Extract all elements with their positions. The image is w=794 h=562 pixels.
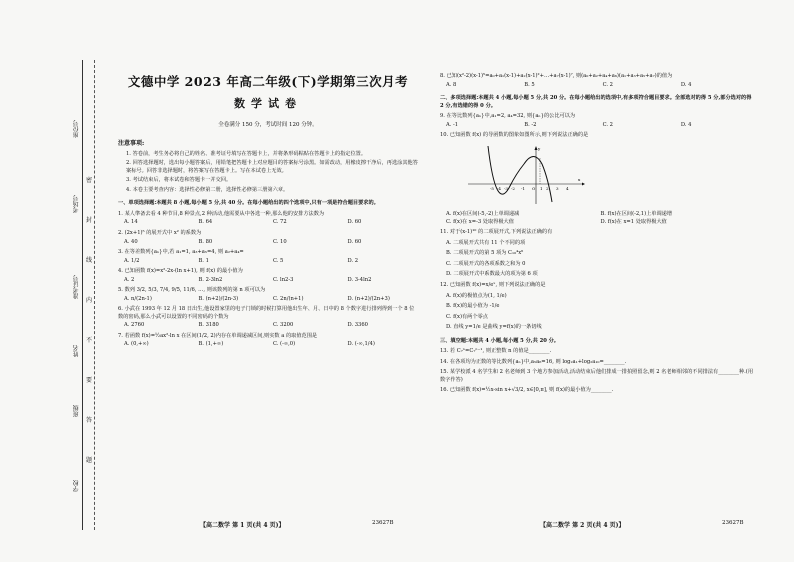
seat-number-label: 座位号	[73, 120, 80, 138]
option: D. 3-4ln2	[347, 276, 372, 283]
option: C. 二项展开式的各项系数之和为 0	[446, 260, 526, 267]
question-7	[118, 333, 418, 349]
seal-char: 密	[86, 177, 93, 184]
exam-title: 文德中学 2023 年高二年级(下)学期第三次月考	[127, 74, 409, 89]
ticket-number-label: 准考证号	[73, 275, 80, 299]
section-heading: 三、填空题:本题共 4 小题,每小题 5 分,共 20 分。	[440, 337, 559, 344]
tick-label: -2	[511, 185, 515, 191]
question-stem: 3. 在等差数列{aₙ}中,若 a₁=1, a₃+a₅=4, 则 a₂+a₄=	[118, 249, 244, 256]
option: A. 8	[446, 81, 457, 88]
option: D. 3360	[347, 322, 368, 329]
question-4	[118, 268, 418, 284]
question-stem: 11. 对于(x-1)¹⁰ 的二项展开式,下列说法正确的有	[440, 229, 553, 236]
option: D. 60	[347, 238, 362, 245]
question-3	[118, 249, 418, 265]
notice-item: 3. 考试结束后，将本试卷和答题卡一并交回。	[126, 177, 232, 184]
option: A. f(x)的极值点为(1, 1/e)	[446, 292, 507, 299]
option: A. 40	[124, 238, 138, 245]
seal-char: 内	[86, 297, 93, 304]
option: C. 2	[602, 81, 613, 88]
school-label: 学校	[73, 480, 80, 492]
question-10	[440, 132, 755, 226]
option: D. 4	[680, 121, 692, 128]
question-stem: 6. 小武在 1993 年 12 月 18 日出生,他设置家里的电子门锁的时候打算用他出生年、月、日中的 8 个数字进行排列得到一个 8 位数的密码,那么小武可以设置的不同密码的个数为	[118, 306, 415, 320]
derivative-curve	[488, 146, 552, 202]
option: A. 1/2	[124, 257, 140, 264]
notice-item: 1. 答卷前，考生务必将自己的姓名、准考证号填写在答题卡上，并将条形码粘贴在答题卡上的指定位置。	[126, 150, 367, 157]
x-axis-label: x	[578, 176, 581, 182]
option: B. 64	[198, 219, 213, 226]
tick-label: -5	[490, 185, 494, 191]
binding-line	[82, 60, 83, 530]
footer-page-right: 【高二数学 第 2 页(共 4 页)】	[540, 522, 625, 529]
left-column	[118, 70, 418, 352]
option: C. 72	[272, 219, 287, 226]
question-8	[440, 73, 755, 89]
option: B. 3180	[198, 322, 219, 329]
option: A. 2760	[124, 322, 145, 329]
footer-code-right: 23627B	[722, 520, 744, 526]
footer-code-left: 23627B	[372, 520, 394, 526]
class-label: 班级	[73, 405, 80, 417]
score-info: 全卷满分 150 分，考试时间 120 分钟。	[218, 122, 318, 129]
option: C. f(x)在 x=-3 处取得极大值	[446, 218, 514, 225]
option: C. f(x)有两个零点	[446, 313, 488, 320]
option: B. 80	[198, 238, 213, 245]
option: B. 1	[198, 257, 209, 264]
option: B. -2	[524, 121, 537, 128]
option: B. f(x)在区间(-2,1)上单调递增	[600, 211, 673, 218]
exam-subtitle: 数学试卷	[234, 97, 302, 111]
option: C. 3200	[272, 322, 294, 329]
option: A. 二项展开式共有 11 个不同的项	[446, 239, 526, 246]
question-stem: 2. (2x+1)⁵ 的展开式中 x² 的系数为	[118, 229, 202, 236]
tick-label: O	[532, 185, 536, 191]
option: C. ln2-3	[272, 276, 294, 283]
option: D. (-∞,1/4)	[347, 341, 375, 348]
question-stem: 12. 已知函数 f(x)=x/eˣ, 则下列说法正确的是	[440, 281, 546, 288]
question-1	[118, 211, 418, 227]
option: B. 2-3ln2	[198, 276, 223, 283]
footer-page-left: 【高二数学 第 1 页(共 4 页)】	[200, 522, 285, 529]
question-11	[440, 229, 755, 279]
seal-char: 要	[86, 377, 93, 384]
option: A. 14	[124, 219, 138, 226]
question-5	[118, 287, 418, 303]
option: D. 直线 y=1/e 是曲线 y=f(x)的一条切线	[446, 324, 542, 331]
section-heading: 二、多项选择题:本题共 4 小题,每小题 5 分,共 20 分。在每小题给出的选项中,有多项符合题目要求。全部选对的得 5 分,部分选对的得 2 分,有选错的得 0 分。	[440, 95, 752, 109]
notice-title: 注意事项:	[118, 140, 145, 148]
fill-question: 13. 若 C₇ⁿ=C₇ⁿ⁻¹, 则正整数 n 的值是________.	[440, 348, 552, 355]
tick-label: -1	[521, 185, 525, 191]
question-stem: 1. 某人準备去看 4 种节目,8 种景点,2 种活动,他需要从中各选一种,那么他的安排方法数为	[118, 210, 325, 217]
option: D. 60	[347, 219, 362, 226]
question-stem: 10. 已知函数 f(x) 的导函数的图象如图所示,则下列说法正确的是	[440, 132, 589, 139]
option: D. f(x)在 x=1 处取得极大值	[600, 218, 667, 225]
tick-label: 4	[566, 185, 569, 191]
fill-question: 15. 某学校派 4 名学生和 2 名老师到 3 个地方参加活动,活动结束后他们排成一排拍照留念,则 2 名老师相邻的不同排法有________种.(用数字作答)	[440, 369, 754, 383]
tick-label: -3	[504, 185, 508, 191]
option: C. 5	[272, 257, 284, 264]
option: B. 5	[524, 81, 535, 88]
question-stem: 5. 数列 3/2, 5/3, 7/4, 9/5, 11/6, …, 则该数列的第 n 项可以为	[118, 287, 266, 294]
seal-char: 线	[86, 257, 93, 264]
option: A. 2	[124, 276, 135, 283]
seal-char: 题	[86, 457, 93, 464]
option: C. 2n/(n+1)	[272, 295, 304, 302]
question-stem: 4. 已知函数 f(x)=x²-2x-(ln x+1), 则 f(x) 的最小值为	[118, 268, 243, 275]
question-12	[440, 282, 755, 332]
name-label: 姓名	[73, 345, 80, 357]
exam-room-label: 考场号	[73, 195, 80, 213]
option: C. (-∞,0)	[272, 341, 296, 348]
option: C. 2	[602, 121, 613, 128]
tick-label: 1	[540, 185, 543, 191]
option: D. 4	[680, 81, 692, 88]
option: D. 二项展开式中系数最大的项为第 6 项	[446, 271, 538, 278]
question-stem: 8. 已知(x²-2)(x-1)⁵=a₀+a₁(x-1)+a₂(x-1)²+…+a₇(x-1)⁷, 则(a₀+a₂+a₄+a₆)(a₁+a₃+a₅+a₇)的值为	[440, 73, 673, 79]
fill-question: 14. 在各项均为正数的等比数列{aₙ}中,a₅a₆=16, 则 log₂a₁+log₂a₁₀=________.	[440, 358, 627, 365]
notice-block	[118, 140, 418, 194]
notice-item: 2. 回答选择题时，选出每小题答案后，用铅笔把答题卡上对应题目的答案标号涂黑。如需改动，用橡皮擦干净后，再选涂其他答案标号。回答非选择题时，将答案写在答题卡上。写在本试卷上无效。	[126, 160, 418, 174]
question-6	[118, 306, 418, 330]
question-stem: 9. 在等比数列{aₙ}中,a₁=2, a₄=32, 则{aₙ}的公比可以为	[440, 113, 576, 120]
tick-label: -4	[497, 185, 501, 191]
notice-item: 4. 本卷主要考查内容：选择性必修第二册，选择性必修第三册第六章。	[126, 186, 289, 193]
option: B. (1,+∞)	[198, 341, 224, 348]
option: A. f(x)在区间(-5,-2)上单调递减	[446, 211, 520, 218]
y-axis-label: y	[538, 145, 541, 151]
question-2	[118, 230, 418, 246]
right-column	[440, 70, 755, 396]
seal-char: 不	[86, 337, 93, 344]
seal-char: 答	[86, 417, 93, 424]
option: B. f(x)的最小值为 -1/e	[446, 303, 500, 310]
tick-label: 2	[546, 185, 549, 191]
option: A. -1	[446, 121, 459, 128]
question-stem: 7. 若函数 f(x)=½ax²-ln x 在区间(1/2, 2)内存在单调递减区间,则实数 a 的取值范围是	[118, 332, 318, 339]
tick-label: 3	[556, 185, 559, 191]
section-heading: 一、单项选择题:本题共 8 小题,每小题 5 分,共 40 分。在每小题给出的四个选项中,只有一项是符合题目要求的。	[118, 200, 379, 207]
option: B. (n+2)/(2n-3)	[198, 295, 239, 302]
seal-char: 封	[86, 217, 93, 224]
option: A. (0,+∞)	[124, 341, 149, 348]
option: C. 10	[272, 238, 287, 245]
seal-notice	[86, 175, 96, 525]
option: D. 2	[347, 257, 359, 264]
derivative-graph	[466, 144, 586, 206]
option: D. (n+2)/(2n+3)	[347, 295, 390, 302]
option: A. n/(2n-1)	[124, 295, 152, 302]
question-9	[440, 113, 755, 129]
option: B. 二项展开式的第 5 项为 C₁₀⁴x⁶	[446, 250, 524, 257]
x-axis-arrow	[582, 182, 585, 185]
fill-question: 16. 已知函数 f(x)=½x-sin x+√3/2, x∈[0,π], 则 f(x)的最小值为________.	[440, 387, 614, 394]
